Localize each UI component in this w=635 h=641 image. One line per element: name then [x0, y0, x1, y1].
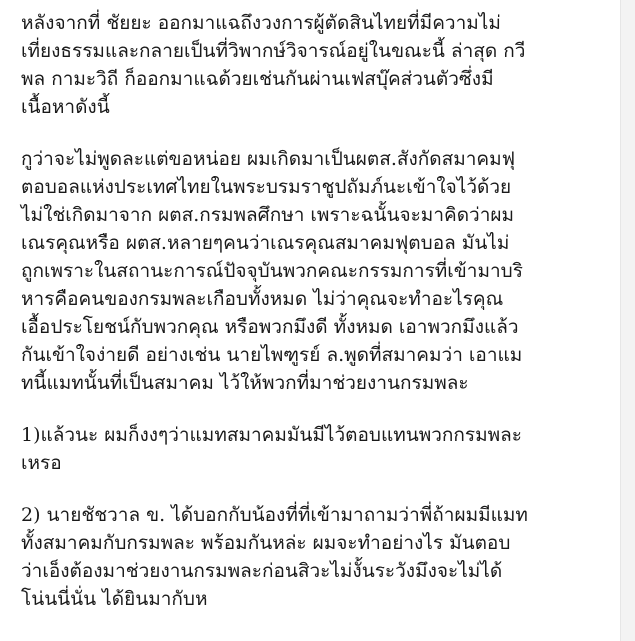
text-line: โน่นนี่นั่น ได้ยินมากับห: [21, 588, 208, 610]
text-line: หารคือคนของกรมพละเกือบทั้งหมด ไม่ว่าคุณจะทำอะไรคุณ: [21, 288, 504, 310]
text-line: ว่าเอ็งต้องมาช่วยงานกรมพละก่อนสิวะไม่งั้นระวังมึงจะไม่ได้: [21, 560, 503, 582]
text-line: กูว่าจะไม่พูดละแต่ขอหน่อย ผมเกิดมาเป็นผตส.สังกัดสมาคมฟุ: [21, 148, 516, 170]
text-line: หลังจากที่ ชัยยะ ออกมาแฉถึงวงการผู้ตัดสินไทยที่มีความไม่: [21, 12, 501, 34]
paragraph-intro: [21, 9, 621, 121]
text-line: ทนี้แมทนั้นที่เป็นสมาคม ไว้ให้พวกที่มาช่วยงานกรมพละ: [21, 372, 469, 394]
text-line: ทั้งสมาคมกับกรมพละ พร้อมกันหล่ะ ผมจะทำอย่างไร มันตอบ: [21, 532, 511, 554]
text-line: ไม่ใช่เกิดมาจาก ผตส.กรมพลศึกษา เพราะฉนั้นจะมาคิดว่าผม: [21, 204, 515, 226]
text-line: พล กามะวิถี ก็ออกมาแฉด้วยเช่นกันผ่านเฟสบุ๊คส่วนตัวซึ่งมี: [21, 68, 494, 90]
text-line: เที่ยงธรรมและกลายเป็นที่วิพากษ์วิจารณ์อยู่ในขณะนี้ ล่าสุด กวี: [21, 40, 526, 62]
text-line: ถูกเพราะในสถานะการณ์ปัจจุบันพวกคณะกรรมการที่เข้ามาบริ: [21, 260, 523, 282]
article-body: [21, 9, 621, 637]
text-line: เณรคุณหรือ ผตส.หลายๆคนว่าเณรคุณสมาคมฟุตบอล มันไม่: [21, 232, 510, 254]
text-line: 1)แล้วนะ ผมก็งงๆว่าแมทสมาคมมันมีไว้ตอบแทนพวกกรมพละ: [21, 424, 523, 446]
paragraph-quote: [21, 145, 621, 397]
scrollbar-track[interactable]: [620, 0, 635, 641]
text-line: เอื้อประโยชน์กับพวกคุณ หรือพวกมึงดี ทั้งหมด เอาพวกมึงแล้ว: [21, 316, 519, 338]
text-line: เหรอ: [21, 452, 62, 474]
text-line: เนื้อหาดังนี้: [21, 96, 110, 118]
paragraph-point-2: [21, 501, 621, 613]
paragraph-point-1: [21, 421, 621, 477]
text-line: 2) นายชัชวาล ข. ได้บอกกับน้องที่ที่เข้ามาถามว่าพี่ถ้าผมมีแมท: [21, 504, 528, 526]
text-line: กันเข้าใจง่ายดี อย่างเช่น นายไพฑูรย์ ล.พูดที่สมาคมว่า เอาแม: [21, 344, 523, 366]
text-line: ตอบอลแห่งประเทศไทยในพระบรมราชูปถัมภ์นะเข้าใจไว้ด้วย: [21, 176, 512, 198]
